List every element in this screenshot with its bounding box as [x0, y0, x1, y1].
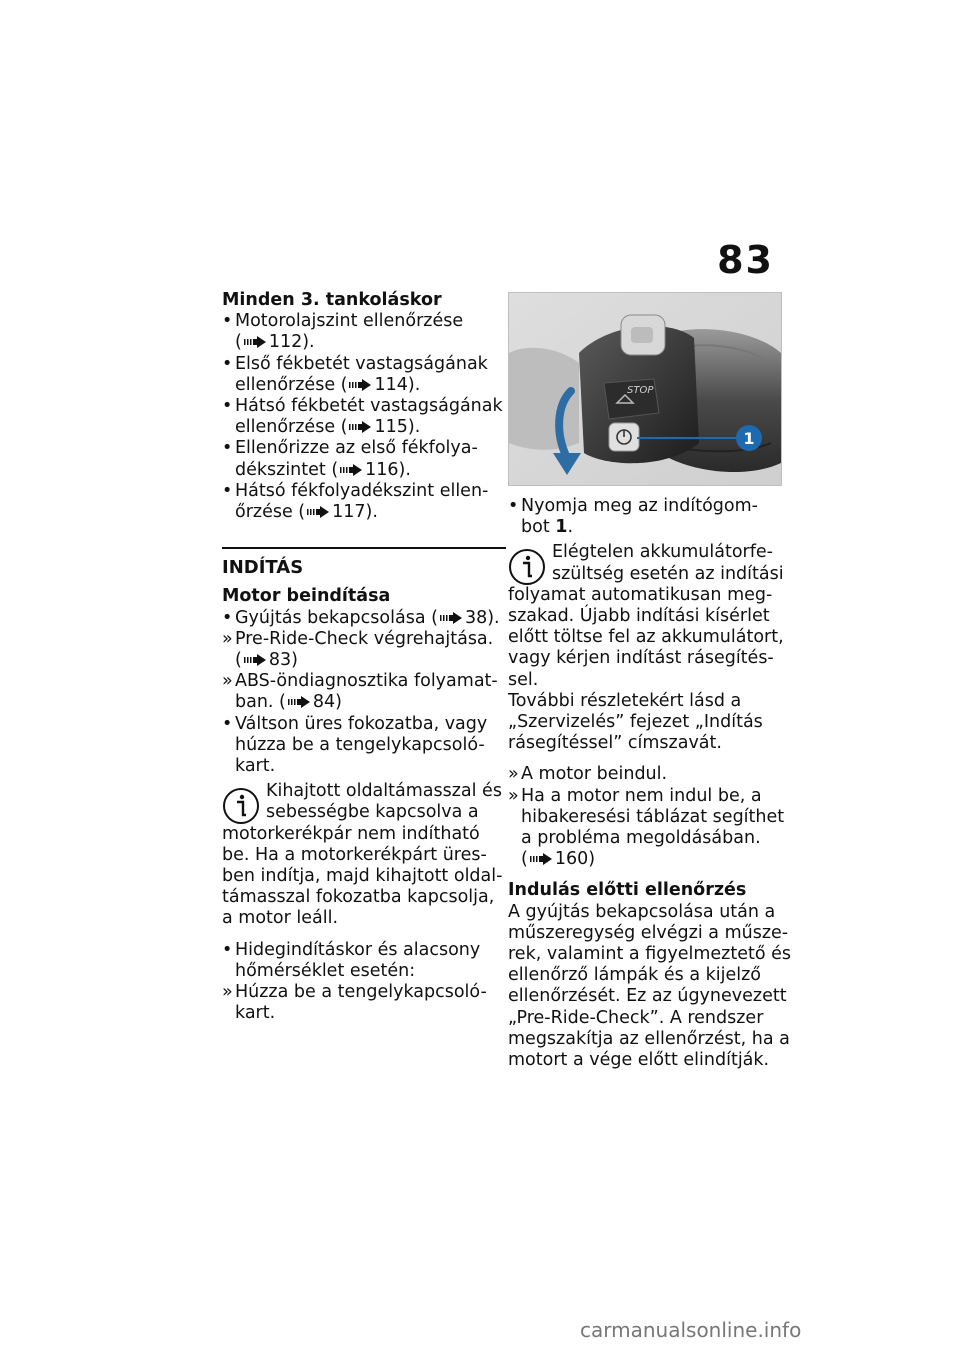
page-reference-arrow-icon	[307, 506, 329, 518]
list-item: • Hidegindításkor és alacsony hőmérséklet esetén:	[222, 939, 481, 981]
handlebar-switch-figure	[508, 292, 782, 486]
page-reference-arrow-icon	[349, 421, 371, 433]
section-title: INDÍTÁS	[222, 547, 506, 578]
precheck-paragraph: A gyújtás bekapcsolása után a műszeregység elvégzi a műsze- rek, valamint a figyelmeztető és ellenőrző lámpák és a kijelző ellenőrzését. Ez az úgynevezett „Pre-Ride-Check”. A rendszer megszakítja az ellenőrzést, ha a motort a vége előtt elindítják.	[508, 901, 791, 1071]
page-reference-arrow-icon	[340, 464, 362, 476]
list-item: • Váltson üres fokozatba, vagy húzza be a tengelykapcsoló- kart.	[222, 713, 488, 777]
page-ref[interactable]: 160)	[554, 849, 596, 870]
info-note: Kihajtott oldaltámasszal és sebességbe kapcsolva a motorkerékpár nem indítható be. Ha a motorkerékpárt üres- ben indítja, majd kihajtott oldal- támasszal fokozatba kapcsolja, a motor leáll.	[222, 781, 503, 929]
info-icon	[222, 787, 260, 825]
refuel-list	[222, 311, 506, 523]
list-item: » A motor beindul.	[508, 764, 668, 785]
stop-label: STOP	[627, 385, 654, 396]
page-ref[interactable]: 117).	[332, 502, 378, 523]
page-ref[interactable]: 112).	[268, 332, 315, 353]
page-ref[interactable]: 84)	[312, 692, 342, 713]
bullet-marker: •	[222, 311, 233, 332]
page-ref[interactable]: 115).	[374, 417, 421, 438]
subheading: Motor beindítása	[222, 586, 391, 607]
page-ref[interactable]: 116).	[365, 459, 411, 480]
result-marker: »	[222, 628, 233, 649]
list-item: • Első fékbetét vastagságának ellenőrzése ( 114).	[222, 353, 488, 395]
list-item: • Hátsó fékfolyadékszint ellen- őrzése ( 117).	[222, 480, 489, 523]
list-item: • Gyújtás bekapcsolása ( 38).	[222, 607, 500, 628]
page-ref[interactable]: 38).	[464, 607, 500, 628]
list-item: • Motorolajszint ellenőrzése ( 112).	[222, 311, 464, 353]
list-item: • Nyomja meg az indítógom- bot 1.	[508, 496, 758, 538]
info-note: Elégtelen akkumulátorfe- szültség esetén az indítási folyamat automatikusan meg- szakad. Újabb indítási kísérlet előtt töltse fel az akkumulátort, vagy kérjen indítást rásegítés- sel. További részletekért lásd a „Szervizelés” fejezet „Indítás rásegítéssel” címszavát.	[508, 542, 784, 754]
list-item: » Ha a motor nem indul be, a hibakeresési táblázat segíthet a probléma megoldásában. ( 160)	[508, 785, 785, 870]
list-item: » ABS-öndiagnosztika folyamat- ban. ( 84)	[222, 671, 498, 713]
page-reference-arrow-icon	[288, 696, 310, 708]
handlebar-switch-illustration	[509, 293, 781, 485]
list-item: • Hátsó fékbetét vastagságának ellenőrzése ( 115).	[222, 396, 503, 438]
page-reference-arrow-icon	[440, 612, 462, 624]
refuel-heading: Minden 3. tankoláskor	[222, 290, 442, 310]
watermark: carmanualsonline.info	[580, 1318, 802, 1342]
left-column	[222, 290, 506, 1025]
page-reference-arrow-icon	[530, 853, 552, 865]
page-reference-arrow-icon	[244, 654, 266, 666]
callout-label: 1	[743, 429, 755, 448]
list-item: » Pre-Ride-Check végrehajtása. ( 83)	[222, 628, 494, 671]
list-item: » Húzza be a tengelykapcsoló- kart.	[222, 982, 487, 1024]
list-item: • Ellenőrizze az első fékfolya- dékszintet ( 116).	[222, 438, 478, 480]
page-reference-arrow-icon	[244, 336, 266, 348]
page-number: 83	[717, 238, 774, 282]
page-ref[interactable]: 114).	[374, 374, 421, 395]
page-ref[interactable]: 83)	[268, 650, 298, 671]
page-reference-arrow-icon	[349, 379, 371, 391]
right-column	[508, 292, 792, 1071]
precheck-heading: Indulás előtti ellenőrzés	[508, 880, 747, 901]
info-icon	[508, 548, 546, 586]
